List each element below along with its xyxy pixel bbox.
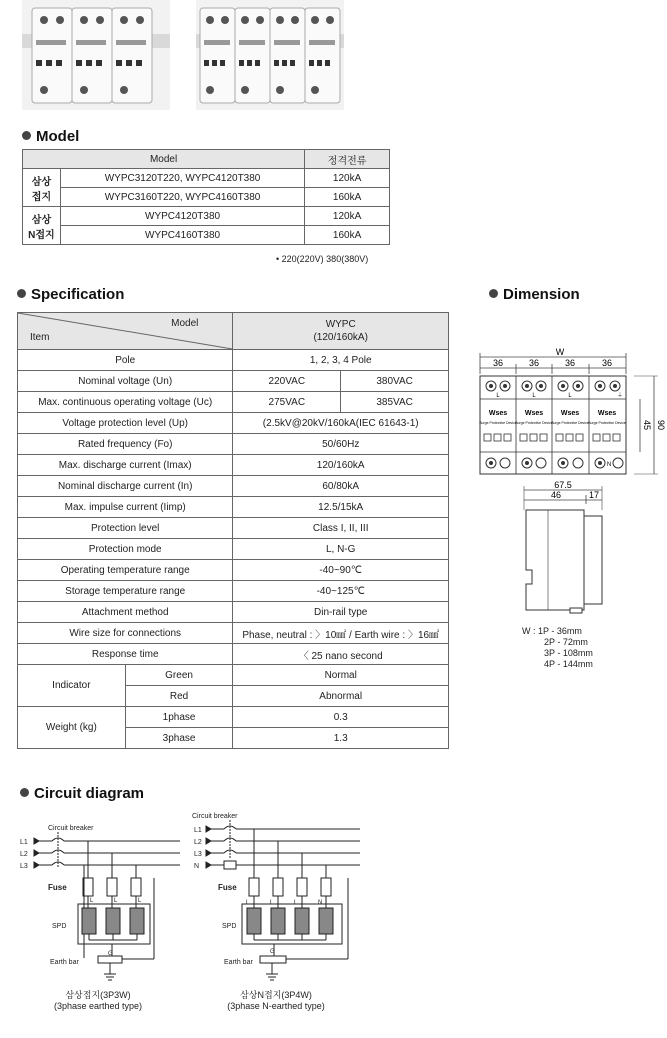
spd-3pole-image bbox=[22, 0, 170, 110]
term-l-label: L bbox=[138, 898, 142, 904]
spec-label: Indicator bbox=[18, 665, 126, 707]
circuit-title: Circuit diagram bbox=[34, 785, 145, 802]
spec-label: Pole bbox=[18, 350, 233, 371]
spec-value: 380VAC bbox=[341, 371, 449, 392]
circuit-3p3w bbox=[18, 818, 188, 988]
line-label: L3 bbox=[194, 851, 202, 858]
fuse-label: Fuse bbox=[48, 883, 67, 892]
group-label: 삼상 접지 bbox=[23, 169, 61, 207]
spec-value: 1.3 bbox=[233, 728, 449, 749]
spec-value: Phase, neutral : 〉10㎟ / Earth wire : 〉16㎟ bbox=[233, 623, 449, 644]
header-product bbox=[233, 313, 449, 350]
spec-value: Din-rail type bbox=[233, 602, 449, 623]
module-brand: Wses bbox=[524, 410, 544, 417]
spec-sublabel: 3phase bbox=[125, 728, 233, 749]
table-row bbox=[18, 371, 449, 392]
spec-label: Rated frequency (Fo) bbox=[18, 434, 233, 455]
table-row bbox=[18, 707, 449, 728]
bullet-icon bbox=[17, 289, 26, 298]
spec-value: 385VAC bbox=[341, 392, 449, 413]
model-title: Model bbox=[36, 128, 80, 145]
width-list bbox=[522, 626, 593, 670]
spec-value: L, N-G bbox=[233, 539, 449, 560]
spec-value: 0.3 bbox=[233, 707, 449, 728]
spec-value: -40~90℃ bbox=[233, 560, 449, 581]
product-photo-3pole bbox=[22, 0, 170, 110]
spec-label: Max. continuous operating voltage (Uc) bbox=[18, 392, 233, 413]
side-view bbox=[526, 510, 602, 613]
spec-label: Protection level bbox=[18, 518, 233, 539]
fuse-label: Fuse bbox=[218, 883, 237, 892]
dimension-title: Dimension bbox=[503, 286, 580, 303]
term-l-label: L bbox=[90, 898, 94, 904]
spec-heading bbox=[17, 286, 124, 303]
dim-pitch-label: 36 bbox=[492, 358, 504, 368]
terminal-label: L bbox=[496, 393, 500, 399]
width-item: 2P - 72mm bbox=[544, 637, 588, 647]
spec-label: Max. impulse current (Iimp) bbox=[18, 497, 233, 518]
model-cell: WYPC4120T380 bbox=[60, 207, 304, 226]
spec-value: 275VAC bbox=[233, 392, 341, 413]
line-label: L2 bbox=[194, 839, 202, 846]
spec-value: 1, 2, 3, 4 Pole bbox=[233, 350, 449, 371]
term-l-label: L bbox=[246, 900, 250, 906]
table-row bbox=[18, 581, 449, 602]
table-row bbox=[23, 188, 390, 207]
term-g-label: G bbox=[270, 949, 275, 955]
term-l-label: L bbox=[294, 900, 298, 906]
table-row bbox=[18, 539, 449, 560]
caption-3p3w bbox=[28, 990, 168, 1012]
spd-label: SPD bbox=[222, 923, 237, 930]
spec-label: Voltage protection level (Up) bbox=[18, 413, 233, 434]
table-row bbox=[18, 623, 449, 644]
table-row bbox=[23, 169, 390, 188]
dimension-drawing bbox=[474, 344, 666, 618]
table-row bbox=[18, 497, 449, 518]
caption-line: 삼상접지(3P3W) bbox=[65, 990, 131, 1000]
rated-cell: 160kA bbox=[305, 188, 390, 207]
product-name: WYPC bbox=[325, 319, 356, 330]
term-l-label: L bbox=[114, 898, 118, 904]
spec-value: Abnormal bbox=[233, 686, 449, 707]
spec-value: 60/80kA bbox=[233, 476, 449, 497]
header-model-label: Model bbox=[171, 318, 199, 329]
dim-pitch-label: 36 bbox=[601, 358, 613, 368]
spec-label: Nominal voltage (Un) bbox=[18, 371, 233, 392]
table-row bbox=[18, 665, 449, 686]
caption-3p4w bbox=[206, 990, 346, 1012]
bullet-icon bbox=[20, 788, 29, 797]
model-heading bbox=[22, 128, 79, 145]
model-cell: WYPC4160T380 bbox=[60, 226, 304, 245]
earth-bar-label: Earth bar bbox=[50, 959, 79, 966]
table-header-row bbox=[18, 313, 449, 350]
circuit-heading bbox=[20, 785, 144, 802]
table-row bbox=[23, 207, 390, 226]
table-row bbox=[18, 476, 449, 497]
terminal-label: L bbox=[532, 393, 536, 399]
line-label: L3 bbox=[20, 863, 28, 870]
module-brand: Wses bbox=[488, 410, 508, 417]
spec-label: Attachment method bbox=[18, 602, 233, 623]
module-text: Surge Protective Device bbox=[515, 421, 553, 425]
product-subtitle: (120/160kA) bbox=[313, 332, 368, 343]
spec-label: Storage temperature range bbox=[18, 581, 233, 602]
circuit-3p4w bbox=[188, 808, 368, 988]
dim-depth-label: 46 bbox=[550, 490, 562, 500]
product-photo-4pole bbox=[196, 0, 344, 110]
header-item-label: Item bbox=[30, 332, 50, 343]
front-view bbox=[479, 376, 626, 474]
voltage-note: • 220(220V) 380(380V) bbox=[276, 254, 369, 264]
spec-value: 〈 25 nano second bbox=[233, 644, 449, 665]
table-row bbox=[18, 602, 449, 623]
dim-h90-label: 90 bbox=[656, 419, 666, 431]
line-label: N bbox=[194, 863, 200, 870]
model-cell: WYPC3160T220, WYPC4160T380 bbox=[60, 188, 304, 207]
spec-label: Max. discharge current (Imax) bbox=[18, 455, 233, 476]
spec-label: Response time bbox=[18, 644, 233, 665]
terminal-label: L bbox=[568, 393, 572, 399]
spec-value: 12.5/15kA bbox=[233, 497, 449, 518]
spec-table bbox=[17, 312, 449, 749]
dim-h45-label: 45 bbox=[642, 419, 652, 431]
caption-line: (3phase N-earthed type) bbox=[227, 1001, 325, 1011]
line-label: L2 bbox=[20, 851, 28, 858]
module-text: Surge Protective Device bbox=[551, 421, 589, 425]
spec-value: (2.5kV@20kV/160kA(IEC 61643-1) bbox=[233, 413, 449, 434]
spec-label: Protection mode bbox=[18, 539, 233, 560]
spec-value: -40~125℃ bbox=[233, 581, 449, 602]
spec-sublabel: 1phase bbox=[125, 707, 233, 728]
bullet-icon bbox=[489, 289, 498, 298]
table-row bbox=[18, 518, 449, 539]
table-row bbox=[18, 350, 449, 371]
line-label: L1 bbox=[194, 827, 202, 834]
rated-cell: 120kA bbox=[305, 207, 390, 226]
earth-symbol-icon: ⏚ bbox=[616, 393, 624, 399]
caption-line: (3phase earthed type) bbox=[53, 1001, 143, 1011]
spec-value: 120/160kA bbox=[233, 455, 449, 476]
dim-depth-label: 17 bbox=[588, 490, 600, 500]
module-brand: Wses bbox=[560, 410, 580, 417]
spd-label: SPD bbox=[52, 923, 67, 930]
table-row bbox=[18, 392, 449, 413]
width-item: 3P - 108mm bbox=[544, 648, 593, 658]
dim-w-label: W bbox=[555, 347, 565, 357]
spec-value: Normal bbox=[233, 665, 449, 686]
table-row bbox=[23, 226, 390, 245]
table-row bbox=[18, 644, 449, 665]
term-l-label: L bbox=[270, 900, 274, 906]
model-cell: WYPC3120T220, WYPC4120T380 bbox=[60, 169, 304, 188]
spec-label: Wire size for connections bbox=[18, 623, 233, 644]
module-text: Surge Protective Device bbox=[588, 421, 626, 425]
terminal-label: N bbox=[606, 462, 612, 468]
module-text: Surge Protective Device bbox=[479, 421, 517, 425]
term-n-label: N bbox=[318, 900, 323, 906]
dimension-heading bbox=[489, 286, 580, 303]
table-row bbox=[18, 434, 449, 455]
spec-value: 220VAC bbox=[233, 371, 341, 392]
spec-title: Specification bbox=[31, 286, 125, 303]
table-header-row bbox=[23, 150, 390, 169]
breaker-label: Circuit breaker bbox=[48, 825, 94, 832]
width-item: 4P - 144mm bbox=[544, 659, 593, 669]
header-model: Model bbox=[23, 150, 305, 169]
spec-value: 50/60Hz bbox=[233, 434, 449, 455]
spd-4pole-image bbox=[196, 0, 344, 110]
earth-bar-label: Earth bar bbox=[224, 959, 253, 966]
table-row bbox=[18, 455, 449, 476]
dim-depth-label: 67.5 bbox=[554, 480, 572, 490]
line-label: L1 bbox=[20, 839, 28, 846]
module-brand: Wses bbox=[597, 410, 617, 417]
spec-sublabel: Green bbox=[125, 665, 233, 686]
spec-value: Class I, II, III bbox=[233, 518, 449, 539]
breaker-label: Circuit breaker bbox=[192, 813, 238, 820]
model-table bbox=[22, 149, 390, 245]
spec-label: Weight (kg) bbox=[18, 707, 126, 749]
spec-sublabel: Red bbox=[125, 686, 233, 707]
group-label: 삼상 N접지 bbox=[23, 207, 61, 245]
dim-pitch-label: 36 bbox=[564, 358, 576, 368]
term-g-label: G bbox=[108, 951, 113, 957]
width-item: W : 1P - 36mm bbox=[522, 626, 582, 636]
rated-cell: 120kA bbox=[305, 169, 390, 188]
table-row bbox=[18, 560, 449, 581]
rated-cell: 160kA bbox=[305, 226, 390, 245]
spec-label: Nominal discharge current (In) bbox=[18, 476, 233, 497]
diagonal-line bbox=[18, 313, 232, 349]
spec-label: Operating temperature range bbox=[18, 560, 233, 581]
dim-pitch-label: 36 bbox=[528, 358, 540, 368]
caption-line: 삼상N접지(3P4W) bbox=[240, 990, 312, 1000]
header-rated-current: 정격전류 bbox=[305, 150, 390, 169]
table-row bbox=[18, 413, 449, 434]
header-diagonal-cell bbox=[18, 313, 233, 350]
bullet-icon bbox=[22, 131, 31, 140]
